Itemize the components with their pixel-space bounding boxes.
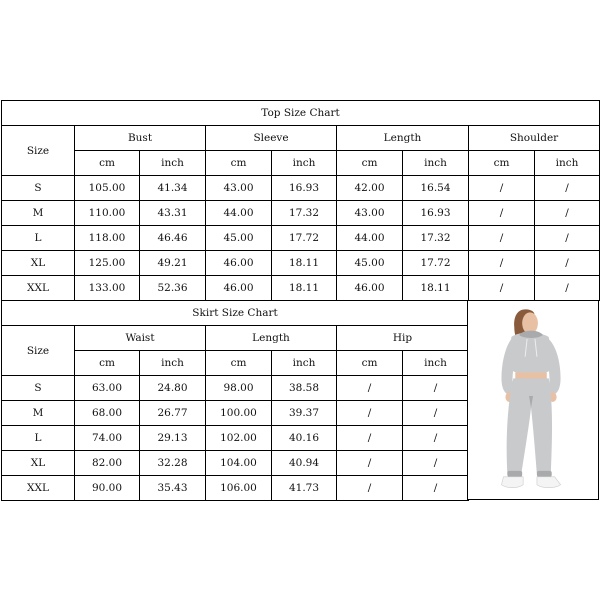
skirt-value-cell: / [403, 451, 469, 476]
top-group-header-bust: Bust [75, 126, 206, 151]
skirt-value-cell: 38.58 [272, 376, 337, 401]
skirt-unit-header: cm [206, 351, 272, 376]
skirt-value-cell: 98.00 [206, 376, 272, 401]
top-size-cell: XL [2, 251, 75, 276]
skirt-size-cell: XXL [2, 476, 75, 501]
skirt-row-l [2, 426, 469, 451]
top-value-cell: 46.46 [140, 226, 206, 251]
top-chart-title: Top Size Chart [2, 101, 600, 126]
top-value-cell: 105.00 [75, 176, 140, 201]
top-row-m [2, 201, 600, 226]
top-row-s [2, 176, 600, 201]
skirt-size-header: Size [2, 326, 75, 376]
top-row-xxl [2, 276, 600, 301]
skirt-size-cell: XL [2, 451, 75, 476]
top-unit-header: cm [469, 151, 535, 176]
skirt-value-cell: 100.00 [206, 401, 272, 426]
skirt-size-cell: S [2, 376, 75, 401]
skirt-value-cell: 68.00 [75, 401, 140, 426]
top-value-cell: 125.00 [75, 251, 140, 276]
top-unit-header: inch [535, 151, 600, 176]
skirt-unit-header: cm [75, 351, 140, 376]
skirt-value-cell: / [337, 376, 403, 401]
top-value-cell: 118.00 [75, 226, 140, 251]
top-row-l [2, 226, 600, 251]
skirt-value-cell: / [337, 401, 403, 426]
top-value-cell: / [535, 226, 600, 251]
top-value-cell: 44.00 [337, 226, 403, 251]
skirt-value-cell: / [337, 451, 403, 476]
top-size-cell: S [2, 176, 75, 201]
top-value-cell: 41.34 [140, 176, 206, 201]
skirt-size-cell: M [2, 401, 75, 426]
skirt-row-m [2, 401, 469, 426]
skirt-value-cell: 104.00 [206, 451, 272, 476]
top-value-cell: / [469, 251, 535, 276]
top-size-chart-table [1, 100, 600, 301]
skirt-value-cell: 40.94 [272, 451, 337, 476]
top-value-cell: 43.31 [140, 201, 206, 226]
top-size-header: Size [2, 126, 75, 176]
top-chart-body [2, 176, 600, 301]
top-value-cell: 17.32 [403, 226, 469, 251]
top-group-header-shoulder: Shoulder [469, 126, 600, 151]
top-value-cell: 17.72 [403, 251, 469, 276]
top-value-cell: 46.00 [206, 251, 272, 276]
skirt-unit-header: inch [140, 351, 206, 376]
skirt-value-cell: 29.13 [140, 426, 206, 451]
top-value-cell: 43.00 [206, 176, 272, 201]
top-row-xl [2, 251, 600, 276]
top-value-cell: / [535, 201, 600, 226]
top-value-cell: / [469, 176, 535, 201]
skirt-group-header-hip: Hip [337, 326, 469, 351]
top-value-cell: 45.00 [337, 251, 403, 276]
top-value-cell: 16.93 [272, 176, 337, 201]
top-unit-header: cm [337, 151, 403, 176]
skirt-value-cell: 106.00 [206, 476, 272, 501]
skirt-value-cell: 32.28 [140, 451, 206, 476]
skirt-row-s [2, 376, 469, 401]
top-unit-header: inch [403, 151, 469, 176]
top-value-cell: 45.00 [206, 226, 272, 251]
top-value-cell: / [469, 276, 535, 301]
skirt-value-cell: 74.00 [75, 426, 140, 451]
top-value-cell: 18.11 [272, 276, 337, 301]
top-value-cell: / [535, 276, 600, 301]
top-value-cell: 18.11 [403, 276, 469, 301]
skirt-value-cell: 63.00 [75, 376, 140, 401]
top-value-cell: 43.00 [337, 201, 403, 226]
top-group-header-length: Length [337, 126, 469, 151]
skirt-chart-title: Skirt Size Chart [2, 301, 469, 326]
top-value-cell: / [469, 226, 535, 251]
top-value-cell: 133.00 [75, 276, 140, 301]
skirt-row-xxl [2, 476, 469, 501]
product-photo [467, 300, 599, 500]
top-value-cell: 110.00 [75, 201, 140, 226]
skirt-value-cell: 41.73 [272, 476, 337, 501]
top-size-cell: L [2, 226, 75, 251]
size-chart-document [1, 100, 599, 500]
top-value-cell: 46.00 [337, 276, 403, 301]
skirt-value-cell: 35.43 [140, 476, 206, 501]
top-size-cell: XXL [2, 276, 75, 301]
skirt-value-cell: 24.80 [140, 376, 206, 401]
skirt-value-cell: 39.37 [272, 401, 337, 426]
top-group-header-sleeve: Sleeve [206, 126, 337, 151]
top-value-cell: 49.21 [140, 251, 206, 276]
top-size-cell: M [2, 201, 75, 226]
top-value-cell: 17.32 [272, 201, 337, 226]
skirt-group-header-waist: Waist [75, 326, 206, 351]
skirt-row-xl [2, 451, 469, 476]
skirt-value-cell: / [403, 476, 469, 501]
top-value-cell: / [469, 201, 535, 226]
skirt-value-cell: / [403, 376, 469, 401]
skirt-value-cell: 90.00 [75, 476, 140, 501]
top-value-cell: 18.11 [272, 251, 337, 276]
top-unit-header: cm [206, 151, 272, 176]
top-unit-header: inch [140, 151, 206, 176]
skirt-chart-body [2, 376, 469, 501]
skirt-value-cell: / [337, 476, 403, 501]
skirt-unit-header: inch [272, 351, 337, 376]
skirt-unit-header: inch [403, 351, 469, 376]
top-value-cell: 16.93 [403, 201, 469, 226]
top-value-cell: / [535, 251, 600, 276]
top-value-cell: 52.36 [140, 276, 206, 301]
top-value-cell: 42.00 [337, 176, 403, 201]
top-value-cell: 44.00 [206, 201, 272, 226]
skirt-value-cell: 40.16 [272, 426, 337, 451]
skirt-value-cell: 102.00 [206, 426, 272, 451]
top-value-cell: / [535, 176, 600, 201]
skirt-value-cell: / [403, 401, 469, 426]
skirt-value-cell: / [337, 426, 403, 451]
model-in-grey-tracksuit-image [468, 301, 598, 499]
top-unit-header: cm [75, 151, 140, 176]
top-value-cell: 17.72 [272, 226, 337, 251]
skirt-value-cell: 82.00 [75, 451, 140, 476]
skirt-size-chart-table [1, 300, 469, 501]
top-value-cell: 46.00 [206, 276, 272, 301]
skirt-unit-header: cm [337, 351, 403, 376]
skirt-value-cell: 26.77 [140, 401, 206, 426]
top-unit-header: inch [272, 151, 337, 176]
skirt-value-cell: / [403, 426, 469, 451]
skirt-size-cell: L [2, 426, 75, 451]
skirt-group-header-length: Length [206, 326, 337, 351]
top-value-cell: 16.54 [403, 176, 469, 201]
